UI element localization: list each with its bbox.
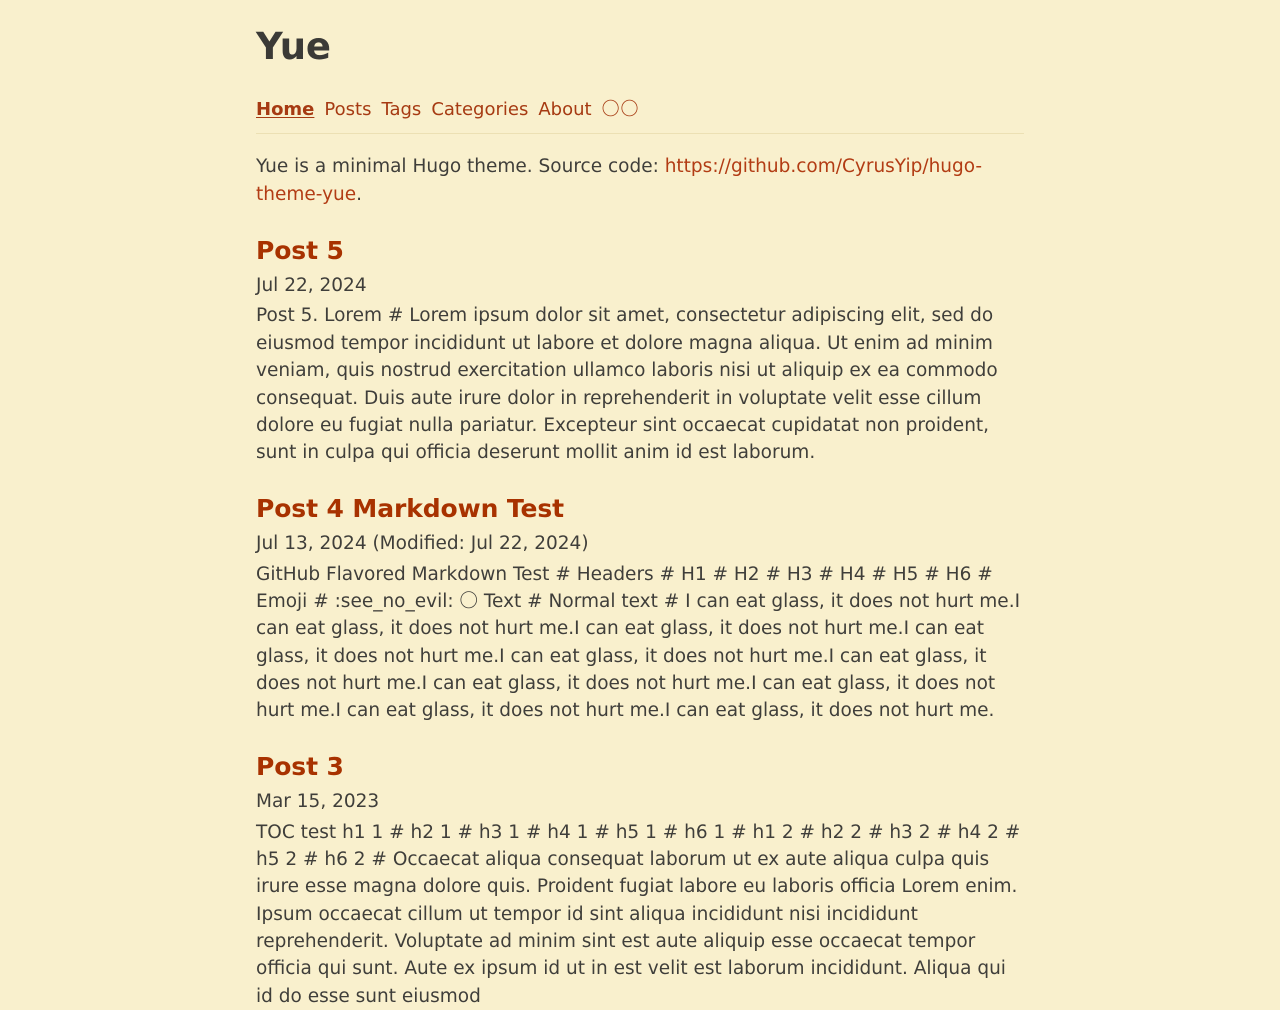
post-title [256,236,1024,266]
nav-item-tags[interactable]: Tags [381,98,422,120]
nav-item-language-switcher-icon[interactable]: 〇〇 [601,98,640,120]
site-description-text: Yue is a minimal Hugo theme. Source code: [256,156,665,178]
post-title-link[interactable]: Post 4 Markdown Test [256,493,565,523]
post-summary: Post 5. Lorem # Lorem ipsum dolor sit amet, consectetur adipiscing elit, sed do eiusmod tempor incididunt ut labore et dolore magna aliqua. Ut enim ad minim veniam, quis nostrud exercitation ullamco laboris nisi ut aliquip ex ea commodo consequat. Duis aute irure dolor in reprehenderit in voluptate velit esse cillum dolore eu fugiat nulla pariatur. Excepteur sint occaecat cupidatat non proident, sunt in culpa qui officia deserunt mollit anim id est laborum. [256,305,998,464]
post-title-link[interactable]: Post 5 [256,235,344,265]
post-list-item [256,752,1024,1010]
page-container [256,0,1024,1010]
post-summary: TOC test h1 1 # h2 1 # h3 1 # h4 1 # h5 1 # h6 1 # h1 2 # h2 2 # h3 2 # h4 2 # h5 2 # h6 2 # Occaecat aliqua consequat laborum ut ex aute aliqua culpa quis irure esse magna dolore quis. Proident fugiat labore eu laboris officia Lorem enim. Ipsum occaecat cillum ut tempor id sint aliqua incididunt nisi incididunt reprehenderit. Voluptate ad minim sint est aute aliquip esse occaecat tempor officia qui sunt. Aute ex ipsum id ut in est velit est laborum incididunt. Aliqua qui id do esse sunt eiusmod [256,821,1021,1007]
nav-item-home[interactable]: Home [256,98,315,120]
source-code-link[interactable]: https://github.com/CyrusYip/hugo-theme-yue [256,156,983,205]
nav-item-posts[interactable]: Posts [324,98,372,120]
header-divider [256,133,1024,134]
post-list-item [256,494,1024,725]
post-title [256,494,1024,524]
post-date: Mar 15, 2023 [256,790,380,812]
post-date: Jul 22, 2024 [256,274,367,296]
post-date: Jul 13, 2024 (Modified: Jul 22, 2024) [256,532,589,554]
post-summary: GitHub Flavored Markdown Test # Headers # H1 # H2 # H3 # H4 # H5 # H6 # Emoji # :see_no_evil: 〇 Text # Normal text # I can eat glass, it does not hurt me.I can eat glass, it does not hurt me.I can eat glass, it does not hurt me.I can eat glass, it does not hurt me.I can eat glass, it does not hurt me.I can eat glass, it does not hurt me.I can eat glass, it does not hurt me.I can eat glass, it does not hurt me.I can eat glass, it does not hurt me.I can eat glass, it does not hurt me. [256,563,1021,722]
nav-item-about[interactable]: About [538,98,592,120]
site-description-period: . [356,183,363,205]
site-title: Yue [256,25,331,68]
post-list-item [256,236,1024,467]
site-description [256,153,1024,209]
main-navigation [256,99,1024,121]
post-title-link[interactable]: Post 3 [256,751,344,781]
nav-item-categories[interactable]: Categories [431,98,529,120]
post-title [256,752,1024,782]
